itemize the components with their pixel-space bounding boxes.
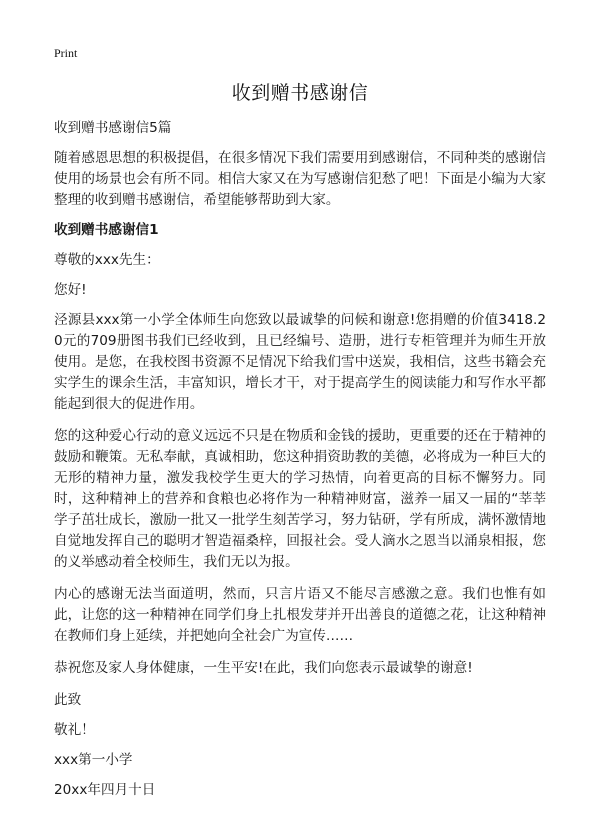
letter-greeting: 您好!	[54, 282, 87, 298]
letter-salutation: 尊敬的xxx先生：	[54, 252, 160, 268]
document-body	[54, 118, 546, 801]
intro-paragraph: 随着感恩思想的积极提倡，在很多情况下我们需要用到感谢信，不同种类的感谢信使用的场景也会有所不同。相信大家又在为写感谢信犯愁了吧！下面是小编为大家整理的收到赠书感谢信，希望能够帮助到大家。	[54, 150, 546, 208]
letter-signature: xxx第一小学	[54, 752, 133, 768]
letter-paragraph-2: 您的这种爱心行动的意义远远不只是在物质和金钱的援助，更重要的还在于精神的鼓励和鞭策。无私奉献，真诚相助，您这种捐资助教的美德，必将成为一种巨大的无形的精神力量，激发我校学生更大的学习热情，向着更高的目标不懈努力。同时，这种精神上的营养和食粮也必将作为一种精神财富，滋养一届又一届的“莘莘学子茁壮成长，激励一批又一批学生刻苦学习，努力钻研，学有所成，满怀激情地自觉地发挥自己的聪明才智造福桑梓，回报社会。受人滴水之恩当以涌泉相报，您的义举感动着全校师生，我们无以为报。	[54, 428, 546, 570]
document-title: 收到赠书感谢信	[231, 82, 369, 104]
letter-closing-2: 敬礼！	[54, 722, 95, 738]
letter-paragraph-3: 内心的感谢无法当面道明，然而，只言片语又不能尽言感激之意。我们也惟有如此，让您的这一种精神在同学们身上扎根发芽并开出善良的道德之花，让这种精神在教师们身上延续，并把她向全社会广为宣传……	[54, 586, 546, 644]
letter-paragraph-1: 泾源县xxx第一小学全体师生向您致以最诚挚的问候和谢意!您捐赠的价值3418.20元的709册图书我们已经收到，且已经编号、造册，进行专柜管理并为师生开放使用。是您，在我校图书资源不足情况下给我们雪中送炭，我相信，这些书籍会充实学生的课余生活，丰富知识，增长才干，对于提高学生的阅读能力和写作水平都能起到很大的促进作用。	[54, 312, 546, 412]
print-label: Print	[54, 46, 78, 60]
document-subtitle: 收到赠书感谢信5篇	[54, 120, 172, 136]
section-heading: 收到赠书感谢信1	[54, 222, 159, 238]
letter-date: 20xx年四月十日	[54, 782, 156, 798]
letter-closing-1: 此致	[54, 692, 82, 708]
letter-paragraph-4: 恭祝您及家人身体健康，一生平安!在此，我们向您表示最诚挚的谢意!	[54, 660, 473, 676]
